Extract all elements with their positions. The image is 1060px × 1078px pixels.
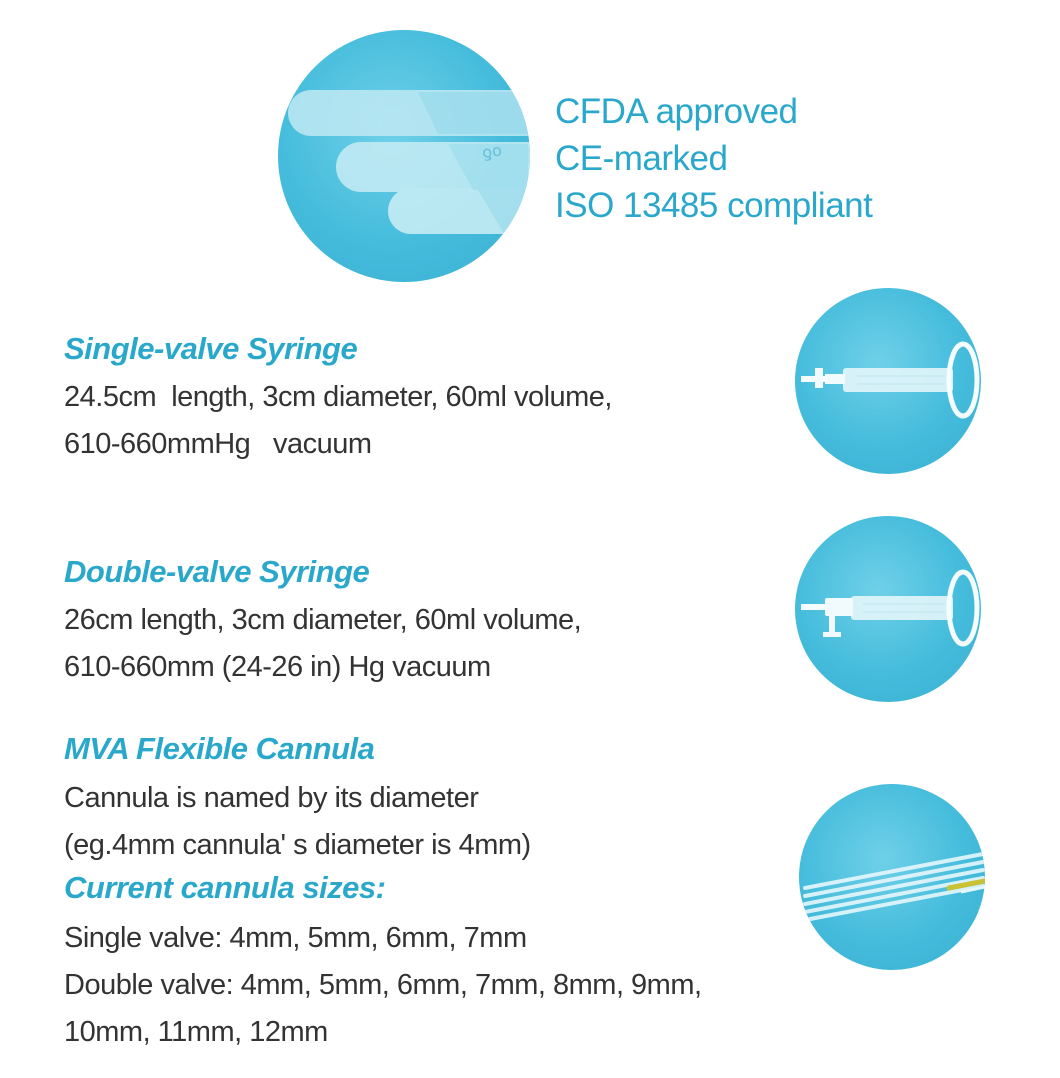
cannula-sizes-double-2: 10mm, 11mm, 12mm	[64, 1016, 328, 1048]
double-valve-syringe-image	[795, 516, 981, 702]
single-valve-spec-1: 24.5cm length, 3cm diameter, 60ml volume,	[64, 381, 612, 413]
cannula-sizes-title: Current cannula sizes:	[64, 870, 386, 905]
single-valve-spec-2: 610-660mmHg vacuum	[64, 428, 372, 460]
double-valve-spec-1: 26cm length, 3cm diameter, 60ml volume,	[64, 604, 582, 636]
cannula-desc-1: Cannula is named by its diameter	[64, 782, 479, 814]
cannula-sizes-single: Single valve: 4mm, 5mm, 6mm, 7mm	[64, 922, 527, 954]
double-valve-spec-2: 610-660mm (24-26 in) Hg vacuum	[64, 651, 491, 683]
svg-text:ƍo: ƍo	[480, 140, 503, 162]
double-valve-title: Double-valve Syringe	[64, 554, 370, 589]
cannula-title: MVA Flexible Cannula	[64, 731, 375, 766]
cert-iso: ISO 13485 compliant	[555, 186, 873, 225]
cannula-tips-image	[278, 30, 530, 282]
cert-cfda: CFDA approved	[555, 92, 798, 131]
cannula-set-image	[799, 784, 985, 970]
cannula-sizes-double-1: Double valve: 4mm, 5mm, 6mm, 7mm, 8mm, 9mm,	[64, 969, 702, 1001]
cannula-desc-2: (eg.4mm cannula' s diameter is 4mm)	[64, 829, 531, 861]
single-valve-syringe-image	[795, 288, 981, 474]
single-valve-title: Single-valve Syringe	[64, 331, 358, 366]
cert-ce: CE-marked	[555, 139, 728, 178]
